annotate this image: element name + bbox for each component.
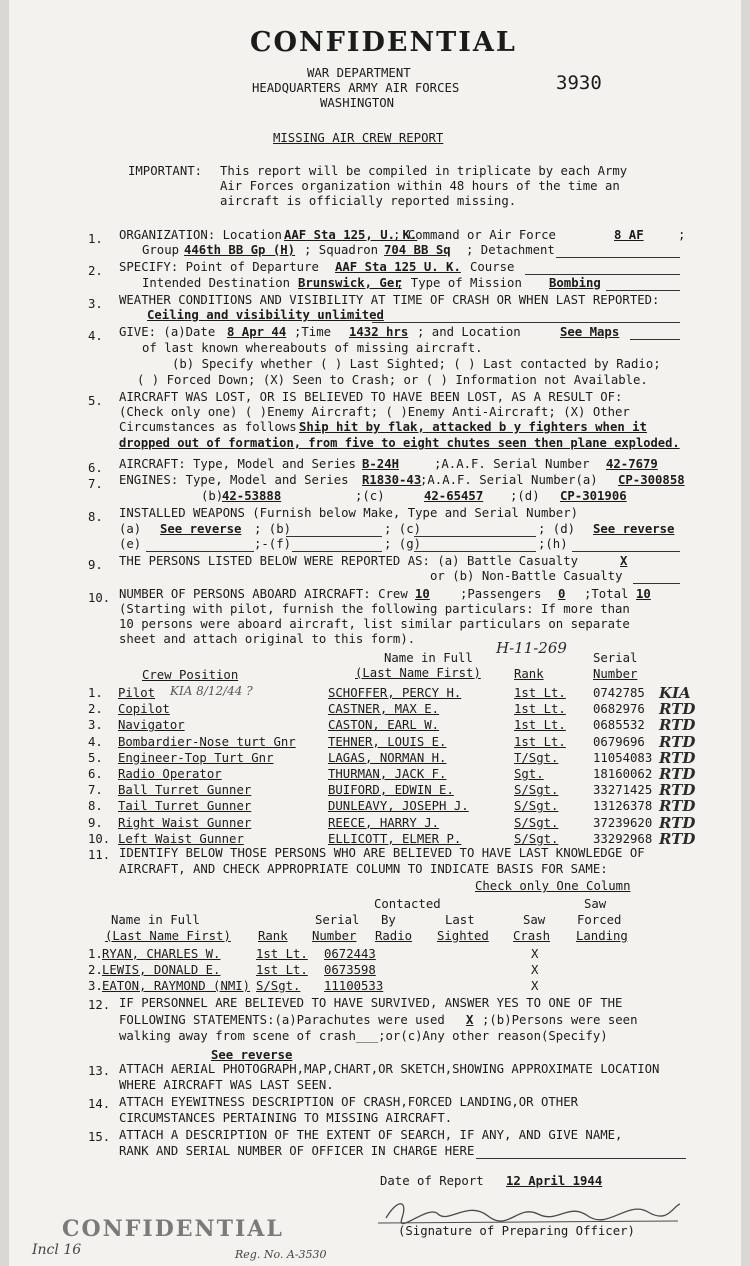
org-detachment-label: ; Detachment [466, 243, 555, 257]
item-number: 1. [88, 232, 103, 246]
search-line-2: RANK AND SERIAL NUMBER OF OFFICER IN CHARGE HERE [119, 1144, 475, 1158]
identify-line-1: IDENTIFY BELOW THOSE PERSONS WHO ARE BELIEVED TO HAVE LAST KNOWLEDGE OF [119, 846, 645, 860]
survived-line-3: walking away from scene of crash___;or(c)Any other reason(Specify) [119, 1029, 608, 1043]
time-value: 1432 hrs [349, 325, 409, 339]
date-of-report-label: Date of Report [380, 1174, 484, 1188]
weapon-e-label: (e) [119, 537, 142, 551]
crew-position: Tail Turret Gunner [118, 799, 252, 814]
org-location-label: ORGANIZATION: Location [119, 228, 282, 242]
col-by: By [381, 913, 396, 927]
item-number: 9. [88, 558, 103, 572]
weapon-c-label: ; (c) [384, 522, 422, 536]
item-number: 11. [88, 848, 111, 862]
crew-position: Radio Operator [118, 767, 222, 781]
witness-saw-crash: X [531, 979, 539, 993]
crew-row [88, 813, 696, 832]
lost-line-3-label: Circumstances as follows [119, 420, 297, 434]
crew-name: ELLICOTT, ELMER P. [328, 831, 462, 846]
survived-line-1: IF PERSONNEL ARE BELIEVED TO HAVE SURVIVED, ANSWER YES TO ONE OF THE [119, 996, 623, 1010]
eyewitness-line-1: ATTACH EYEWITNESS DESCRIPTION OF CRASH,FORCED LANDING,OR OTHER [119, 1095, 579, 1109]
give-date-label: GIVE: (a)Date [119, 325, 216, 339]
crew-name: SCHOFFER, PERCY H. [328, 686, 462, 700]
col-saw-top: Saw [584, 897, 607, 911]
crew-status-handwritten: RTD [659, 700, 696, 719]
right-scan-edge [741, 0, 750, 1266]
aircraft-serial: 42-7679 [606, 457, 658, 471]
crew-name: BUIFORD, EDWIN E. [328, 783, 454, 798]
crew-header-serial-2: Number [593, 667, 638, 681]
date-of-report-value: 12 April 1944 [506, 1174, 603, 1188]
crew-status-handwritten: KIA [659, 684, 691, 702]
org-command-value: 8 AF [614, 228, 644, 242]
crew-row-number: 8. [88, 799, 103, 814]
attach-map-line-1: ATTACH AERIAL PHOTOGRAPH,MAP,CHART,OR SKETCH,SHOWING APPROXIMATE LOCATION [119, 1062, 660, 1076]
crew-status-handwritten: RTD [659, 732, 696, 751]
crew-row-number: 1. [88, 686, 103, 700]
course-label: Course [470, 260, 515, 274]
crew-header-rank: Rank [514, 667, 544, 681]
specify-departure-label: SPECIFY: Point of Departure [119, 260, 319, 274]
handwritten-pilot-note: KIA 8/12/44 ? [170, 684, 253, 698]
crew-header-position: Crew Position [142, 668, 239, 682]
crew-serial: 0682976 [593, 702, 645, 717]
item-number: 14. [88, 1097, 111, 1111]
crew-rank: 1st Lt. [514, 734, 566, 749]
separator: ; [678, 228, 686, 242]
identify-line-2: AIRCRAFT, AND CHECK APPROPRIATE COLUMN TO INDICATE BASIS FOR SAME: [119, 862, 608, 876]
handwritten-footer-note: Incl 16 [32, 1242, 82, 1258]
aircraft-serial-label: ;A.A.F. Serial Number [434, 457, 590, 471]
witness-row-number: 3. [88, 979, 103, 993]
headquarters: HEADQUARTERS ARMY AIR FORCES [252, 81, 460, 95]
crew-position: Engineer-Top Turt Gnr [118, 750, 274, 765]
witness-row-number: 1. [88, 947, 103, 961]
engine-c-label: ;(c) [355, 489, 385, 503]
item-number: 13. [88, 1064, 111, 1078]
lost-line-1: AIRCRAFT WAS LOST, OR IS BELIEVED TO HAVE BEEN LOST, AS A RESULT OF: [119, 390, 623, 404]
engine-serial-label: ;A.A.F. Serial Number(a) [420, 473, 598, 487]
location-label: ; and Location [417, 325, 521, 339]
total-label: ;Total [584, 587, 629, 601]
crew-serial: 0685532 [593, 718, 645, 733]
org-squadron-label: ; Squadron [304, 243, 379, 257]
aboard-instructions-1: (Starting with pilot, furnish the following particulars: If more than [119, 602, 630, 616]
witness-saw-crash: X [531, 963, 539, 977]
item-number: 2. [88, 264, 103, 278]
org-group-label: Group [142, 243, 180, 257]
item-number: 10. [88, 591, 111, 605]
crew-name: DUNLEAVY, JOSEPH J. [328, 799, 469, 814]
survived-line-2-rest: ;(b)Persons were seen [482, 1013, 638, 1027]
witness-serial: 11100533 [324, 979, 384, 993]
important-line-2: Air Forces organization within 48 hours of the time an [220, 179, 620, 193]
weapon-a-label: (a) [119, 522, 142, 536]
org-location-value: AAF Sta 125, U. K. [284, 228, 418, 242]
crew-position: Navigator [118, 718, 185, 733]
crew-position: Right Waist Gunner [118, 815, 252, 830]
crew-row-number: 5. [88, 750, 103, 765]
crew-serial: 37239620 [593, 815, 653, 830]
crew-header-name-1: Name in Full [384, 651, 473, 665]
weather-label: WEATHER CONDITIONS AND VISIBILITY AT TIME OF CRASH OR WHEN LAST REPORTED: [119, 293, 660, 307]
left-scan-edge [0, 0, 9, 1266]
weapon-a-value: See reverse [160, 522, 242, 536]
engine-serial-a: CP-300858 [618, 473, 685, 487]
crew-row-number: 3. [88, 718, 103, 733]
parachutes-mark: X [466, 1013, 474, 1027]
crew-row-number: 9. [88, 815, 103, 830]
engine-serial-b: 42-53888 [222, 489, 282, 503]
crew-name: THURMAN, JACK F. [328, 767, 447, 781]
crew-row [88, 732, 696, 751]
specify-whether-line: (b) Specify whether ( ) Last Sighted; ( ) Last contacted by Radio; [172, 357, 661, 371]
engines-label: ENGINES: Type, Model and Series [119, 473, 349, 487]
weapon-h-label: ;(h) [538, 537, 568, 551]
search-line-1: ATTACH A DESCRIPTION OF THE EXTENT OF SEARCH, IF ANY, AND GIVE NAME, [119, 1128, 623, 1142]
witness-row-number: 2. [88, 963, 103, 977]
crew-status-handwritten: RTD [659, 781, 696, 800]
org-squadron-value: 704 BB Sq [384, 243, 451, 257]
crew-row-number: 4. [88, 734, 103, 749]
engine-serial-c: 42-65457 [424, 489, 484, 503]
crew-name: CASTON, EARL W. [328, 718, 440, 733]
crew-position: Ball Turret Gunner [118, 783, 252, 798]
crew-position: Left Waist Gunner [118, 831, 244, 846]
classification-footer: CONFIDENTIAL [62, 1216, 284, 1242]
crew-serial: 0742785 [593, 686, 645, 700]
classification-header: CONFIDENTIAL [250, 27, 517, 58]
signature-scribble [378, 1196, 688, 1226]
battle-casualty-mark: X [620, 554, 628, 568]
handwritten-reference: H-11-269 [496, 639, 567, 657]
lost-circumstance-2: dropped out of formation, from five to eight chutes seen then plane exploded. [119, 436, 680, 450]
signature-caption: (Signature of Preparing Officer) [398, 1224, 635, 1238]
passengers-label: ;Passengers [460, 587, 542, 601]
witness-rank: 1st Lt. [256, 963, 308, 977]
col-forced: Forced [577, 913, 622, 927]
see-reverse-note: See reverse [211, 1048, 293, 1062]
crew-row-number: 7. [88, 783, 103, 798]
whereabouts-line: of last known whereabouts of missing aircraft. [142, 341, 483, 355]
engine-d-label: ;(d) [510, 489, 540, 503]
weapon-d-label: ; (d) [538, 522, 576, 536]
item-number: 8. [88, 510, 103, 524]
aircraft-label: AIRCRAFT: Type, Model and Series [119, 457, 356, 471]
attach-map-line-2: WHERE AIRCRAFT WAS LAST SEEN. [119, 1078, 334, 1092]
lost-circumstance-1: Ship hit by flak, attacked b y fighters when it [299, 420, 647, 434]
crew-rank: S/Sgt. [514, 815, 559, 830]
crew-serial: 13126378 [593, 799, 653, 814]
item-number: 12. [88, 998, 111, 1012]
engine-b-label: (b) [201, 489, 224, 503]
lost-line-2: (Check only one) ( )Enemy Aircraft; ( )Enemy Anti-Aircraft; (X) Other [119, 405, 630, 419]
crew-row-number: 6. [88, 767, 103, 781]
col-radio: Radio [375, 929, 413, 943]
org-group-value: 446th BB Gp (H) [184, 243, 296, 257]
crew-header-name-2: (Last Name First) [355, 666, 481, 680]
witness-serial: 0673598 [324, 963, 376, 977]
crew-position: Pilot [118, 686, 156, 700]
crew-status-handwritten: RTD [659, 829, 696, 848]
crew-rank: S/Sgt. [514, 831, 559, 846]
total-count: 10 [636, 587, 651, 601]
crew-row [88, 748, 696, 767]
crew-name: LAGAS, NORMAN H. [328, 750, 447, 765]
col-sighted: Sighted [437, 929, 489, 943]
crew-status-handwritten: RTD [659, 765, 696, 783]
item-number: 5. [88, 394, 103, 408]
engine-serial-d: CP-301906 [560, 489, 627, 503]
col-contacted-top: Contacted [374, 897, 441, 911]
weapon-d-value: See reverse [593, 522, 675, 536]
date-value: 8 Apr 44 [227, 325, 287, 339]
witness-row [88, 947, 688, 963]
crew-row [88, 716, 696, 735]
persons-label: THE PERSONS LISTED BELOW WERE REPORTED AS: (a) Battle Casualty [119, 554, 579, 568]
form-title: MISSING AIR CREW REPORT [273, 131, 444, 145]
col-serial-1: Serial [315, 913, 360, 927]
item-number: 4. [88, 329, 103, 343]
time-label: ;Time [294, 325, 332, 339]
passengers-count: 0 [558, 587, 566, 601]
departure-value: AAF Sta 125 U. K. [335, 260, 461, 274]
crew-row [88, 797, 696, 816]
crew-rank: 1st Lt. [514, 702, 566, 717]
weather-value: Ceiling and visibility unlimited [147, 308, 384, 322]
survived-line-2-label: FOLLOWING STATEMENTS:(a)Parachutes were used [119, 1013, 445, 1027]
crew-rank: T/Sgt. [514, 750, 559, 765]
crew-rank: 1st Lt. [514, 718, 566, 733]
weapon-f-label: ;-(f) [254, 537, 292, 551]
item-number: 6. [88, 461, 103, 475]
crew-rank: 1st Lt. [514, 686, 566, 700]
item-number: 15. [88, 1130, 111, 1144]
destination-label: Intended Destination [142, 276, 291, 290]
crew-rank: Sgt. [514, 767, 544, 781]
important-line-3: aircraft is officially reported missing. [220, 194, 517, 208]
crew-row [88, 700, 696, 719]
important-label: IMPORTANT: [128, 164, 203, 178]
col-last: Last [445, 913, 475, 927]
weapon-b-label: ; (b) [254, 522, 292, 536]
crew-name: REECE, HARRY J. [328, 815, 440, 830]
col-number: Number [312, 929, 357, 943]
crew-status-handwritten: RTD [659, 797, 696, 816]
witness-name: LEWIS, DONALD E. [102, 963, 221, 977]
col-landing: Landing [576, 929, 628, 943]
witness-saw-crash: X [531, 947, 539, 961]
engine-type: R1830-43 [362, 473, 422, 487]
crew-row [88, 765, 696, 783]
crew-name: TEHNER, LOUIS E. [328, 734, 447, 749]
crew-status-handwritten: RTD [659, 748, 696, 767]
destination-value: Brunswick, Ger [298, 276, 402, 290]
witness-row [88, 963, 688, 979]
col-name-1: Name in Full [111, 913, 200, 927]
non-battle-line: or (b) Non-Battle Casualty [430, 569, 623, 583]
witness-rank: S/Sgt. [256, 979, 301, 993]
crew-serial: 11054083 [593, 750, 653, 765]
check-one-column: Check only One Column [475, 879, 631, 893]
aboard-instructions-3: sheet and attach original to this form). [119, 632, 416, 646]
col-rank: Rank [258, 929, 288, 943]
location-value: See Maps [560, 325, 620, 339]
weapons-label: INSTALLED WEAPONS (Furnish below Make, Type and Serial Number) [119, 506, 579, 520]
witness-name: RYAN, CHARLES W. [102, 947, 221, 961]
forced-down-line: ( ) Forced Down; (X) Seen to Crash; or ( ) Information not Available. [137, 373, 648, 387]
aircraft-type: B-24H [362, 457, 400, 471]
witness-serial: 0672443 [324, 947, 376, 961]
handwritten-footer-ref: Reg. No. A-3530 [235, 1248, 327, 1261]
col-name-2: (Last Name First) [105, 929, 231, 943]
witness-row [88, 979, 688, 995]
org-command-label: ; Command or Air Force [393, 228, 556, 242]
crew-serial: 33271425 [593, 783, 653, 798]
crew-rank: S/Sgt. [514, 799, 559, 814]
crew-row [88, 781, 696, 800]
col-saw: Saw [523, 913, 546, 927]
weapon-g-label: ; (g) [384, 537, 422, 551]
report-number: 3930 [556, 72, 602, 94]
crew-row-number: 10. [88, 831, 111, 846]
crew-serial: 33292968 [593, 831, 653, 846]
mission-type-value: Bombing [549, 276, 601, 290]
crew-position: Copilot [118, 702, 170, 717]
department: WAR DEPARTMENT [307, 66, 411, 80]
item-number: 7. [88, 477, 103, 491]
city: WASHINGTON [320, 96, 395, 110]
aboard-label: NUMBER OF PERSONS ABOARD AIRCRAFT: Crew [119, 587, 408, 601]
witness-rank: 1st Lt. [256, 947, 308, 961]
crew-header-serial-1: Serial [593, 651, 638, 665]
crew-serial: 0679696 [593, 734, 645, 749]
important-line-1: This report will be compiled in triplicate by each Army [220, 164, 628, 178]
crew-serial: 18160062 [593, 767, 653, 781]
crew-row-number: 2. [88, 702, 103, 717]
col-crash: Crash [513, 929, 551, 943]
aboard-instructions-2: 10 persons were aboard aircraft, list similar particulars on separate [119, 617, 630, 631]
item-number: 3. [88, 297, 103, 311]
crew-rank: S/Sgt. [514, 783, 559, 798]
eyewitness-line-2: CIRCUMSTANCES PERTAINING TO MISSING AIRCRAFT. [119, 1111, 453, 1125]
crew-status-handwritten: RTD [659, 813, 696, 832]
crew-name: CASTNER, MAX E. [328, 702, 440, 717]
crew-count: 10 [415, 587, 430, 601]
crew-position: Bombardier-Nose turt Gnr [118, 734, 296, 749]
crew-status-handwritten: RTD [659, 716, 696, 735]
witness-name: EATON, RAYMOND (NMI) [102, 979, 251, 993]
mission-type-label: ; Type of Mission [396, 276, 522, 290]
